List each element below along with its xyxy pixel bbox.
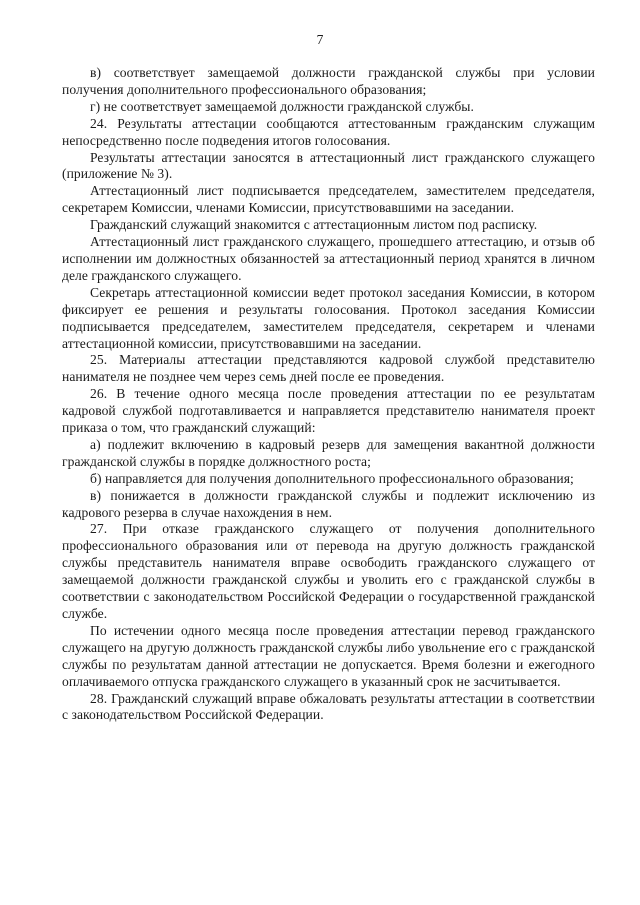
paragraph-one-month: По истечении одного месяца после проведения аттестации перевод гражданского служащего на другую должность гражданской службы либо увольнение его с гражданской службы по результатам данной аттестации не допускается. Время болезни и ежегодного оплачиваемого отпуска гражданского служащего в указанный срок не засчитывается. (62, 622, 595, 689)
paragraph-27: 27. При отказе гражданского служащего от получения дополнительного профессионального образования или от перевода на другую должность гражданской службы представитель нанимателя вправе освободить гражданского служащего от замещаемой должности гражданской службы и уволить его с гражданской службы в соответствии с законодательством Российской Федерации о государственной гражданской службе. (62, 521, 595, 621)
paragraph-26: 26. В течение одного месяца после проведения аттестации по ее результатам кадровой службой подготавливается и направляется представителю нанимателя проект приказа о том, что гражданский служащий: (62, 386, 595, 436)
paragraph-item-v2: в) понижается в должности гражданской службы и подлежит исключению из кадрового резерва в случае нахождения в нем. (62, 487, 595, 520)
paragraph-25: 25. Материалы аттестации представляются кадровой службой представителю нанимателя не позднее чем через семь дней после ее проведения. (62, 352, 595, 385)
paragraph-sheet-signed: Аттестационный лист подписывается председателем, заместителем председателя, секретарем Комиссии, членами Комиссии, присутствовавшими на заседании. (62, 183, 595, 216)
document-body (62, 65, 595, 724)
paragraph-sheet-stored: Аттестационный лист гражданского служащего, прошедшего аттестацию, и отзыв об исполнении им должностных обязанностей за аттестационный период хранятся в личном деле гражданского служащего. (62, 234, 595, 283)
paragraph-item-b: б) направляется для получения дополнительного профессионального образования; (90, 470, 574, 486)
paragraph-24: 24. Результаты аттестации сообщаются аттестованным гражданским служащим непосредственно после подведения итогов голосования. (62, 115, 595, 148)
paragraph-28: 28. Гражданский служащий вправе обжаловать результаты аттестации в соответствии с законодательством Российской Федерации. (62, 690, 595, 723)
paragraph-item-v: в) соответствует замещаемой должности гражданской службы при условии получения дополнительного профессионального образования; (62, 65, 595, 97)
paragraph-results-recorded: Результаты аттестации заносятся в аттестационный лист гражданского служащего (приложение № 3). (62, 149, 595, 182)
paragraph-acquaints: Гражданский служащий знакомится с аттестационным листом под расписку. (90, 217, 538, 233)
page-number: 7 (316, 32, 324, 47)
paragraph-item-a: а) подлежит включению в кадровый резерв для замещения вакантной должности гражданской службы в порядке должностного роста; (62, 436, 595, 469)
paragraph-item-g: г) не соответствует замещаемой должности гражданской службы. (90, 98, 474, 114)
paragraph-secretary-protocol: Секретарь аттестационной комиссии ведет протокол заседания Комиссии, в котором фиксирует ее решения и результаты голосования. Протокол заседания Комиссии подписывается председателем, заместителем председателя, секретарем и членами аттестационной комиссии, присутствовавшими на заседании. (62, 284, 595, 351)
